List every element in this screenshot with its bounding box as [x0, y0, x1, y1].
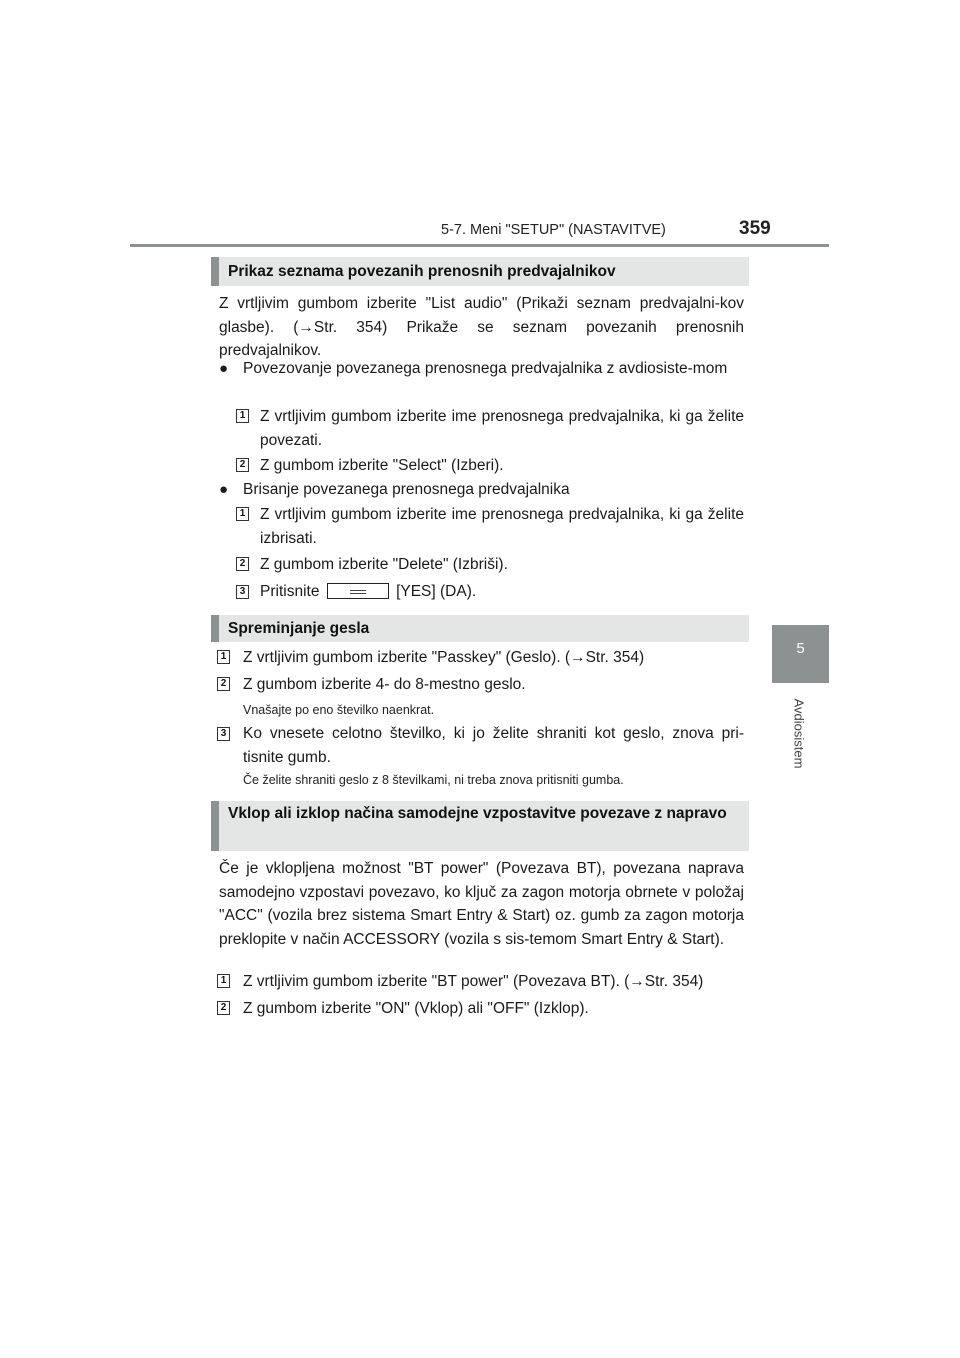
step-text: Z vrtljivim gumbom izberite ime prenosnega predvajalnika, ki ga želite izbrisati.: [260, 506, 744, 547]
bullet-item: [219, 357, 744, 381]
back-button-icon: [327, 583, 389, 599]
chapter-tab: [772, 625, 829, 683]
step-text: [260, 580, 744, 604]
step-number: 3: [217, 727, 230, 741]
bullet-title: Povezovanje povezanega prenosnega predvajalnika z avdiosiste-mom: [243, 360, 728, 377]
step-text: Z gumbom izberite "ON" (Vklop) ali "OFF" (Izklop).: [243, 1000, 589, 1017]
bullet-title: Brisanje povezanega prenosnega predvajalnika: [243, 481, 570, 498]
step-text-after: [YES] (DA).: [396, 583, 477, 600]
header-rule: [130, 244, 829, 247]
step-number: 1: [236, 507, 249, 521]
step-text: Z vrtljivim gumbom izberite "BT power" (Povezava BT). (→Str. 354): [243, 973, 704, 990]
step-text: Z vrtljivim gumbom izberite "Passkey" (Geslo). (→Str. 354): [243, 649, 645, 666]
step-number: 2: [217, 1001, 230, 1015]
section-intro: Z vrtljivim gumbom izberite "List audio" (Prikaži seznam predvajalni-kov glasbe). (→Str. 354) Prikaže se seznam povezanih prenosnih predvajalnikov.: [219, 295, 744, 359]
step-text: Z gumbom izberite "Select" (Izberi).: [260, 457, 504, 474]
bullet-icon: ●: [219, 360, 229, 377]
step-text: Ko vnesete celotno številko, ki jo želite shraniti kot geslo, znova pri-tisnite gumb.: [243, 725, 744, 766]
step-number: 2: [217, 677, 230, 691]
bullet-item: [219, 478, 744, 502]
step-number: 3: [236, 585, 249, 599]
step-text: Z vrtljivim gumbom izberite ime prenosnega predvajalnika, ki ga želite povezati.: [260, 408, 744, 449]
step-number: 1: [217, 974, 230, 988]
step-number: 2: [236, 458, 249, 472]
step-text-before: Pritisnite: [260, 583, 320, 600]
section-heading: Prikaz seznama povezanih prenosnih predvajalnikov: [211, 257, 749, 286]
step-number: 1: [236, 409, 249, 423]
chapter-label: [784, 690, 814, 780]
chapter-title: Avdiosistem: [791, 698, 807, 769]
step-text: Z gumbom izberite "Delete" (Izbriši).: [260, 556, 508, 573]
chapter-number: 5: [796, 640, 805, 657]
section-heading: Vklop ali izklop načina samodejne vzpostavitve povezave z napravo: [211, 801, 749, 851]
section-heading: Spreminjanje gesla: [211, 615, 749, 642]
section-intro: Če je vklopljena možnost "BT power" (Povezava BT), povezana naprava samodejno vzpostavi povezavo, ko ključ za zagon motorja obrnete v položaj "ACC" (vozila brez sistema Smart Entry & Start) oz. gumb za zagon motorja preklopite v način ACCESSORY (vozila s sis-temom Smart Entry & Start).: [219, 860, 744, 948]
running-header: 5-7. Meni "SETUP" (NASTAVITVE): [441, 222, 666, 238]
step-note: Če želite shraniti geslo z 8 številkami, ni treba znova pritisniti gumba.: [243, 773, 624, 787]
step-number: 1: [217, 650, 230, 664]
step-number: 2: [236, 557, 249, 571]
page-number: 359: [739, 218, 771, 239]
step-text: Z gumbom izberite 4- do 8-mestno geslo.: [243, 676, 526, 693]
bullet-icon: ●: [219, 481, 229, 498]
step-note: Vnašajte po eno številko naenkrat.: [243, 703, 435, 717]
